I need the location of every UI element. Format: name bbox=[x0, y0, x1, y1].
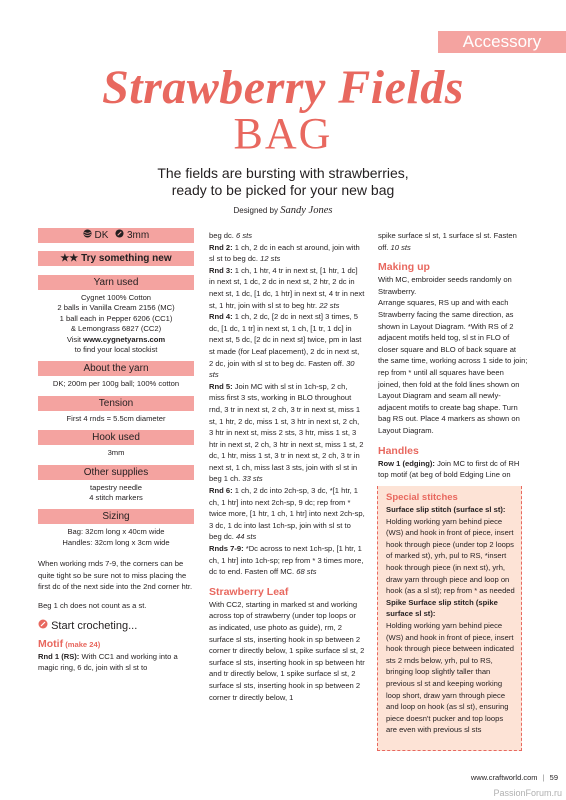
footer-site[interactable]: www.craftworld.com bbox=[470, 773, 538, 782]
designer-name: Sandy Jones bbox=[280, 205, 333, 216]
level-text: Try something new bbox=[81, 253, 172, 264]
hook-used-heading: Hook used bbox=[38, 430, 194, 445]
rnd2 bbox=[209, 242, 365, 265]
about-yarn-heading: About the yarn bbox=[38, 361, 194, 376]
folio: www.craftworld.com | 59 bbox=[470, 773, 558, 782]
page-title: Strawberry Fields bbox=[102, 61, 464, 114]
sizing-line: Handles: 32cm long x 3cm wide bbox=[62, 537, 170, 547]
rnd6 bbox=[209, 485, 365, 543]
standfirst bbox=[0, 165, 566, 199]
sizing-text bbox=[38, 527, 194, 548]
motif-title: Motif bbox=[38, 637, 64, 650]
spike-sl-st-text: Holding working yarn behind piece (WS) and hook in front of piece, insert hook through piece between indicated sts 2 rnds below, yrh, pul to RS, bringing loop slightly taller than previous sl st and keeping working loop short, draw yarn through piece and loop on hook (as sl st), ensuring piece doesn't pucker and top loops are even with previous sl sts bbox=[386, 620, 514, 735]
sizing-line: Bag: 32cm long x 40cm wide bbox=[67, 527, 165, 537]
note-beg-ch: Beg 1 ch does not count as a st. bbox=[38, 601, 147, 611]
yarn-line: & Lemongrass 6827 (CC2) bbox=[70, 324, 162, 334]
rnd-label: Row 1 (edging): bbox=[378, 458, 435, 468]
stitch-count: 12 sts bbox=[260, 254, 281, 264]
rnd-label: Rnd 5: bbox=[209, 381, 233, 391]
yarn-line: 1 ball each in Pepper 6206 (CC1) bbox=[59, 313, 173, 323]
hook-icon bbox=[115, 228, 124, 243]
hook-used-text: 3mm bbox=[107, 448, 125, 458]
supply-item: tapestry needle bbox=[90, 482, 142, 492]
special-stitches-content bbox=[378, 486, 521, 736]
rnd-text: 1 ch, 2 dc, [2 dc in next st] 3 times, 5 dc, [1 dc, 1 tr] in next st, 1 ch, [1 tr, 1 dc] in next st, 5 dc, [2 dc in next st] twice, pm in last st made (for Leaf placement), 2 dc in next st, 2 dc, join with sl st to beg dc. Fasten off. bbox=[209, 312, 362, 368]
stitch-count: 30 sts bbox=[209, 358, 355, 380]
about-yarn-text: DK; 200m per 100g ball; 100% cotton bbox=[52, 379, 180, 389]
spike-sl-st-label: Spike Surface slip stitch (spike surface sl st): bbox=[386, 597, 498, 619]
standfirst-line-2: ready to be picked for your new bag bbox=[171, 182, 395, 198]
rnd3 bbox=[209, 265, 365, 311]
note-corners: When working rnds 7-9, the corners can be quite tight so be sure not to miss placing the first dc of the next side into the 2nd corner htr. bbox=[38, 559, 193, 592]
stitch-count: 44 sts bbox=[236, 532, 257, 542]
tension-heading: Tension bbox=[38, 396, 194, 411]
designer-credit bbox=[0, 205, 566, 216]
making-up-para-2: Arrange squares, RS up and with each Strawberry facing the same direction, as shown in Layout Diagram. *With RS of 2 adjacent motifs held tog, sl st in FLO of closer square and BLO of back square at the same time, working across 1 side to join; rep from * until all squares have been joined, then fold at the fold lines shown on Layout Diagram and seam all newly-adjacent motifs to create bag shape. Turn bag RS out. Place 4 markers as shown on Layout Diagram. bbox=[378, 298, 528, 435]
page-number: 59 bbox=[549, 773, 558, 782]
rnd-text: Join MC to first dc of RH top motif (at beg of bold Edging Line on bbox=[378, 458, 520, 480]
rnd1-cont bbox=[209, 230, 365, 242]
watermark: PassionForum.ru bbox=[493, 788, 562, 798]
making-up-para-1: With MC, embroider seeds randomly on Strawberry. bbox=[378, 275, 512, 296]
star-icon: ★★ bbox=[60, 253, 79, 264]
supply-item: 4 stitch markers bbox=[89, 493, 143, 503]
yarn-visit-suffix: to find your local stockist bbox=[74, 345, 158, 355]
surface-sl-st-text: Holding working yarn behind piece (WS) and hook in front of piece, insert hook through piece (under top 2 loops of marked st), yrh, pul to RS, *insert hook through piece (in next st), yrh, draw yarn through piece and loop on hook (as a sl st); rep from * as needed bbox=[386, 516, 515, 596]
standfirst-line-1: The fields are bursting with strawberries, bbox=[157, 165, 409, 181]
stitch-count: 68 sts bbox=[296, 567, 317, 577]
rnd5 bbox=[209, 381, 365, 485]
strawberry-leaf-text: With CC2, starting in marked st and working across top of strawberry (under top loops or as indicated, use photo as guide), rm, 2 surface sl sts, inserting hook in sp between 2 corner tr directly below, 1 spike surface sl st, 2 surface sl sts, inserting hook in sp between htr and tr directly below, 1 spike surface sl st, 2 surface sl sts, inserting hook in sp between 2 corner tr directly below, 1 bbox=[209, 599, 365, 702]
rnd-text: 1 ch, 2 dc into 2ch-sp, 3 dc, *[1 htr, 1 ch, 1 htr] into next 2ch-sp, 9 dc; rep from * twice more, [1 htr, 1 ch, 1 htr] into next 2ch-sp, 3 dc, 1 dc into last 1ch-sp, join with sl st to beg dc. bbox=[209, 486, 365, 542]
stitch-count: 33 sts bbox=[242, 474, 263, 484]
rnd-text: With CC1 and working into a magic ring, 6 dc, join with sl st to bbox=[38, 651, 178, 673]
rnd-text: 1 ch, 1 htr, 4 tr in next st, [1 htr, 1 dc] in next st, 1 dc, 2 dc in next st, 2 htr, 2 dc in next st, 1 dc, [1 dc, 1 htr] in next st, 4 tr in next st, 1 htr, join with sl st to beg htr. bbox=[209, 265, 365, 310]
tension-text: First 4 rnds = 5.5cm diameter bbox=[66, 413, 166, 423]
start-crocheting-heading bbox=[38, 619, 194, 633]
rnd-label: Rnd 3: bbox=[209, 265, 233, 275]
strawberry-leaf-heading: Strawberry Leaf bbox=[209, 585, 289, 598]
yarn-line: 2 balls in Vanilla Cream 2156 (MC) bbox=[57, 303, 175, 313]
handles-heading: Handles bbox=[378, 444, 419, 457]
surface-sl-st-label: Surface slip stitch (surface sl st): bbox=[386, 505, 506, 514]
stitch-count: 6 sts bbox=[236, 231, 253, 240]
column-3 bbox=[378, 230, 528, 481]
stitch-count: 22 sts bbox=[319, 300, 340, 310]
hook-icon bbox=[38, 619, 48, 633]
yarn-used-heading: Yarn used bbox=[38, 275, 194, 290]
stitch-count: 10 sts bbox=[390, 242, 411, 252]
designer-prefix: Designed by bbox=[233, 206, 279, 215]
rnd-label: Rnd 1 (RS): bbox=[38, 651, 80, 661]
rnd-label: Rnd 4: bbox=[209, 312, 233, 322]
rnd-label: Rnds 7-9: bbox=[209, 544, 244, 554]
motif-heading bbox=[38, 638, 194, 651]
rnd-text: beg dc. bbox=[209, 231, 234, 240]
making-up-heading: Making up bbox=[378, 261, 430, 274]
supplies-text bbox=[38, 483, 194, 504]
yarn-ball-icon bbox=[83, 228, 92, 243]
start-title: Start crocheting... bbox=[51, 619, 138, 632]
special-stitches-heading: Special stitches bbox=[386, 492, 458, 503]
section-tag: Accessory bbox=[438, 31, 566, 53]
rnd-text: 1 ch, 2 dc in each st around, join with sl st to beg dc. bbox=[209, 242, 360, 264]
column-2 bbox=[209, 230, 365, 703]
rnd-text: Join MC with sl st in 1ch-sp, 2 ch, miss first 3 sts, working in BLO throughout rnd, 3 tr in next st, 2 ch, 3 tr in next st, miss 1 st, 1 htr, 2 dc, miss 1 st, 3 htr in next st, 2 ch, 3 htr in next st, miss 2 sts, 3 htr, miss 1 st, 3 htr in next st, 2 ch, 3 htr in next st, miss 1 st, 2 dc, 1 htr, miss 1 st, 3 tr in next st, 2 ch, 3 tr in next st, 1 ch, miss last 3 sts, join with sl st in beg 1 ch. bbox=[209, 381, 364, 484]
supplies-heading: Other supplies bbox=[38, 465, 194, 480]
rnds-7-9 bbox=[209, 543, 365, 578]
yarn-used-text bbox=[38, 293, 194, 355]
column-1 bbox=[38, 228, 194, 674]
yarn-visit bbox=[38, 335, 194, 345]
rnd-label: Rnd 6: bbox=[209, 486, 233, 496]
spec-hook: 3mm bbox=[127, 230, 150, 242]
handles-row-1 bbox=[378, 458, 528, 481]
page-title-bag: BAG bbox=[233, 109, 333, 158]
level-box bbox=[38, 251, 194, 266]
spec-weight: DK bbox=[94, 230, 109, 242]
leaf-cont bbox=[378, 230, 528, 253]
rnd4 bbox=[209, 311, 365, 381]
motif-make: (make 24) bbox=[65, 639, 101, 649]
yarn-url[interactable]: www.cygnetyarns.com bbox=[83, 334, 166, 344]
yarn-line: Cygnet 100% Cotton bbox=[80, 293, 152, 302]
rnd-label: Rnd 2: bbox=[209, 242, 233, 252]
special-stitches-box bbox=[377, 486, 522, 751]
specs-box bbox=[38, 228, 194, 243]
rnd-text: *Dc across to next 1ch-sp, [1 htr, 1 ch, 1 htr] into 1ch-sp; rep from * 3 times more, dc to end. Fasten off MC. bbox=[209, 544, 364, 577]
motif-rnd1 bbox=[38, 651, 194, 674]
visit-prefix: Visit bbox=[66, 334, 82, 344]
sizing-heading: Sizing bbox=[38, 509, 194, 524]
rnd-text: spike surface sl st, 1 surface sl st. Fasten off. bbox=[378, 231, 517, 252]
